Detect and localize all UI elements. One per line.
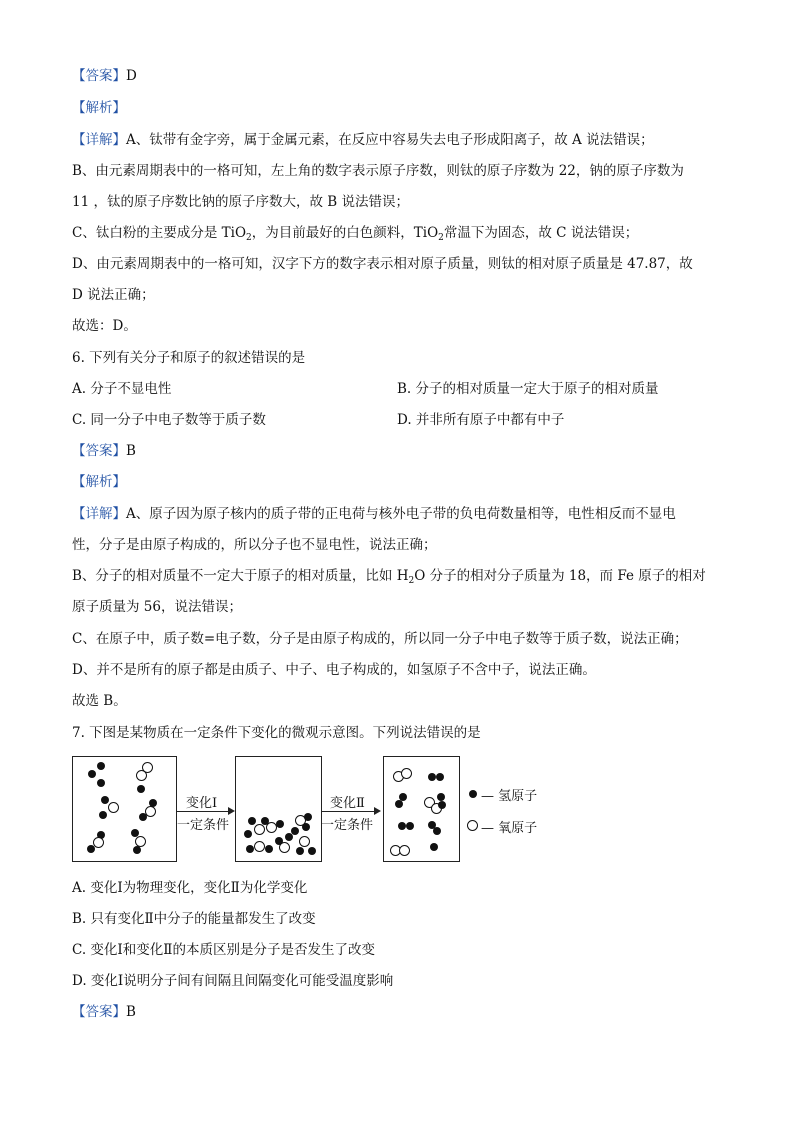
- q7-option-b: B. 只有变化Ⅱ中分子的能量都发生了改变: [72, 911, 316, 927]
- q6-detail-line: B、分子的相对质量不一定大于原子的相对质量，比如 $H_2O$ 分子的相对分子质量为 18，而 Fe 原子的相对: [72, 568, 706, 586]
- q5-conclusion: 故选：D。: [72, 318, 137, 334]
- oxygen-atom: [254, 824, 265, 835]
- hydrogen-atom: [99, 811, 107, 819]
- hydrogen-atom: [101, 796, 109, 804]
- hydrogen-atom: [302, 823, 310, 831]
- hydrogen-atom: [296, 847, 304, 855]
- state-box-gas: [72, 756, 177, 862]
- q6-detail-line: 性，分子是由原子构成的，所以分子也不显电性，说法正确；: [72, 537, 437, 553]
- hydrogen-atom: [433, 827, 441, 835]
- hydrogen-atom: [398, 822, 406, 830]
- oxygen-atom: [401, 768, 412, 779]
- hydrogen-atom: [436, 773, 444, 781]
- q5-detail-line: 【详解】A、钛带有金字旁，属于金属元素，在反应中容易失去电子形成阳离子，故 A 说法错误；: [72, 132, 654, 148]
- q6-option-d: D. 并非所有原子中都有中子: [397, 412, 565, 428]
- hydrogen-atom: [244, 830, 252, 838]
- hydrogen-atom: [97, 762, 105, 770]
- q7-option-d: D. 变化Ⅰ说明分子间有间隔且间隔变化可能受温度影响: [72, 973, 394, 989]
- arrow1: [176, 811, 228, 812]
- oxygen-atom: [254, 841, 265, 852]
- hydrogen-atom: [304, 813, 312, 821]
- q6-option-a: A. 分子不显电性: [72, 381, 172, 397]
- arrow2: [321, 811, 374, 812]
- hydrogen-atom: [437, 793, 445, 801]
- hydrogen-atom: [406, 822, 414, 830]
- arrow2-head: [374, 807, 381, 815]
- hydrogen-atom: [265, 845, 273, 853]
- oxygen-atom: [299, 836, 310, 847]
- arrow1-top-label: 变化Ⅰ: [186, 796, 218, 811]
- hydrogen-atom: [308, 847, 316, 855]
- q6-option-b: B. 分子的相对质量一定大于原子的相对质量: [397, 381, 659, 397]
- q6-stem: 6. 下列有关分子和原子的叙述错误的是: [72, 350, 306, 366]
- q7-answer: 【答案】B: [72, 1004, 136, 1020]
- legend-oxygen-icon: [467, 820, 478, 831]
- legend-hydrogen-icon: [469, 790, 477, 798]
- hydrogen-atom: [97, 779, 105, 787]
- arrow1-bottom-label: 一定条件: [177, 818, 230, 833]
- q5-detail-line: C、钛白粉的主要成分是 TiO$_2$，为目前最好的白色颜料，TiO$_2$常温下为固态，故 C 说法错误；: [72, 225, 639, 243]
- q5-detail-line: 11 ，钛的原子序数比钠的原子序数大，故 B 说法错误；: [72, 194, 409, 210]
- hydrogen-atom: [137, 785, 145, 793]
- hydrogen-atom: [395, 800, 403, 808]
- arrow1-head: [228, 807, 235, 815]
- state-box-decomposed: [383, 756, 460, 862]
- q6-detail-line: C、在原子中，质子数=电子数，分子是由原子构成的，所以同一分子中电子数等于质子数，说法正确；: [72, 631, 688, 647]
- arrow2-bottom-label: 一定条件: [321, 818, 374, 833]
- q6-detail-line: D、并不是所有的原子都是由质子、中子、电子构成的，如氢原子不含中子，说法正确。: [72, 662, 596, 678]
- hydrogen-atom: [248, 817, 256, 825]
- hydrogen-atom: [88, 770, 96, 778]
- oxygen-atom: [399, 845, 410, 856]
- q6-answer: 【答案】B: [72, 443, 136, 459]
- hydrogen-atom: [430, 843, 438, 851]
- hydrogen-atom: [276, 820, 284, 828]
- legend-hydrogen-label: — 氢原子: [481, 789, 538, 804]
- hydrogen-atom: [285, 833, 293, 841]
- state-box-liquid: [235, 756, 322, 862]
- oxygen-atom: [279, 842, 290, 853]
- q6-detail-line: 原子质量为 56，说法错误；: [72, 599, 242, 615]
- q6-conclusion: 故选 B。: [72, 693, 127, 709]
- q5-analysis-heading: 【解析】: [72, 100, 126, 116]
- q5-answer: 【答案】D: [72, 68, 137, 84]
- q6-analysis-heading: 【解析】: [72, 474, 126, 490]
- q7-stem: 7. 下图是某物质在一定条件下变化的微观示意图。下列说法错误的是: [72, 725, 481, 741]
- q7-option-a: A. 变化Ⅰ为物理变化，变化Ⅱ为化学变化: [72, 880, 308, 896]
- legend-oxygen-label: — 氧原子: [481, 821, 538, 836]
- hydrogen-atom: [438, 801, 446, 809]
- hydrogen-atom: [428, 773, 436, 781]
- q5-detail-line: D 说法正确；: [72, 287, 155, 303]
- q5-detail-line: B、由元素周期表中的一格可知，左上角的数字表示原子序数，则钛的原子序数为 22，钠的原子序数为: [72, 163, 684, 179]
- oxygen-atom: [136, 770, 147, 781]
- hydrogen-atom: [139, 813, 147, 821]
- hydrogen-atom: [246, 845, 254, 853]
- arrow2-top-label: 变化Ⅱ: [330, 796, 365, 811]
- hydrogen-atom: [133, 846, 141, 854]
- q5-detail-line: D、由元素周期表中的一格可知，汉字下方的数字表示相对原子质量，则钛的相对原子质量是 47.87，故: [72, 256, 693, 272]
- q7-option-c: C. 变化Ⅰ和变化Ⅱ的本质区别是分子是否发生了改变: [72, 942, 375, 958]
- q6-detail-line: 【详解】A、原子因为原子核内的质子带的正电荷与核外电子带的负电荷数量相等，电性相反而不显电: [72, 506, 676, 522]
- q6-option-c: C. 同一分子中电子数等于质子数: [72, 412, 266, 428]
- hydrogen-atom: [87, 845, 95, 853]
- oxygen-atom: [108, 802, 119, 813]
